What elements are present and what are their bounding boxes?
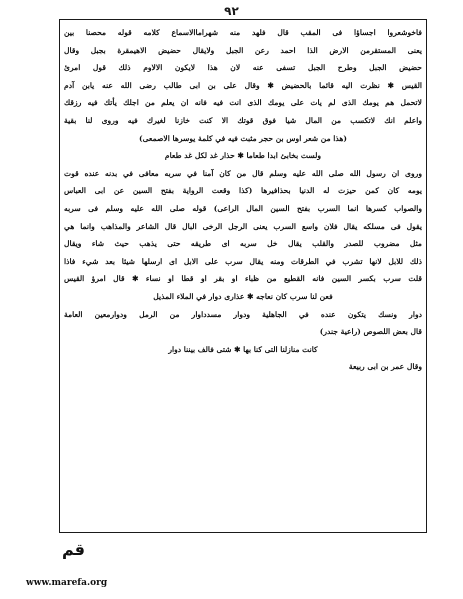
- text-line: لاتحمل هم يومك الذى لم يات على يومك الذى انت فيه فانه ان يعلم من اجلك يأتك فيه رزقك: [64, 98, 422, 108]
- text-line: حضيض الجبل وطرح الجبل تسفى عنه لان هذا لايكون الالاوم ذلك قول امرئ: [64, 63, 422, 73]
- text-line: يومه كان كمن حيزت له الدنيا بحذافيرها (كذا وقعت الرواية بفتح السين عن ابى العباس: [64, 186, 422, 196]
- text-line: قال بعض اللصوص (راعية جندر): [319, 327, 422, 337]
- text-line: القيس ✱ نظرت اليه قائما بالحضيض ✱ وقال على بن ابى طالب رضى الله عنه يابن آدم: [64, 80, 422, 90]
- poetry-line: فعن لنا سرب كان نعاجه ✱ عذارى دوار في الملاء المذيل: [153, 291, 333, 301]
- text-line-note: (هذا من شعر اوس بن حجر مثبت فيه في كلمة يوسرها الاصمعى): [139, 133, 347, 143]
- text-line: قلت سرب بكسر السين فانه القطيع من ظباء او بقر او قطا او نساء ✱ قال امرؤ القيس: [64, 274, 422, 284]
- text-line: مثل مضروب للصدر والقلب يقال خل سربه اى طريقه حتى يذهب حيث شاء ويقال: [64, 239, 422, 249]
- text-line: وقال عمر بن ابى ربيعة: [348, 362, 422, 372]
- text-line: واعلم انك لاتكسب من المال شيا فوق قوتك الا كنت خازنا لغيرك فيه وروى لنا بقية: [64, 115, 422, 125]
- page-number: ٩٢: [224, 4, 239, 18]
- body-text: [64, 24, 422, 376]
- bottom-mark: قم: [62, 540, 86, 559]
- text-line: ذلك للابل لانها تشرب في الطرقات ومنه يقال سرب على الابل اى ارسلها شيئا بعد شيء فاذا: [64, 256, 422, 266]
- text-line: دوار ونسك يتكون عنده في الجاهلية ودوار مسدداوار من الرمل ودوارمعين العامة: [64, 309, 422, 319]
- text-line: وروى ان رسول الله صلى الله عليه وسلم قال من كان آمنا في سربه معافى في بدنه عنده قوت: [64, 168, 422, 178]
- poetry-line: ولست بخابئ ابدا طعاما ✱ حذار غد لكل غد طعام: [164, 151, 322, 161]
- footer-url: www.marefa.org: [26, 578, 108, 588]
- text-line: والصواب كسرها انما السرب بفتح السين المال الراعى) قوله صلى الله عليه وسلم فى سربه: [64, 203, 422, 213]
- text-line: يعنى المستقرمن الارض الذا احمد رعن الجبل ولايقال حضيض الاهيمقرة بجبل وقال: [64, 45, 422, 55]
- text-line: يقول فى مسلكه يقال فلان واسع السرب يعنى الرجل الرخى البال قال الشاعر والمذاهب وانما هي: [64, 221, 422, 231]
- text-line: فاخوشعروا اجساؤا فى المقب قال فلهد منه شهراماالاسماع كلامه قوله محصنا بين: [64, 28, 422, 37]
- poetry-line: كانت منازلنا التى كنا بها ✱ شتى فالف بيننا دوار: [168, 344, 318, 354]
